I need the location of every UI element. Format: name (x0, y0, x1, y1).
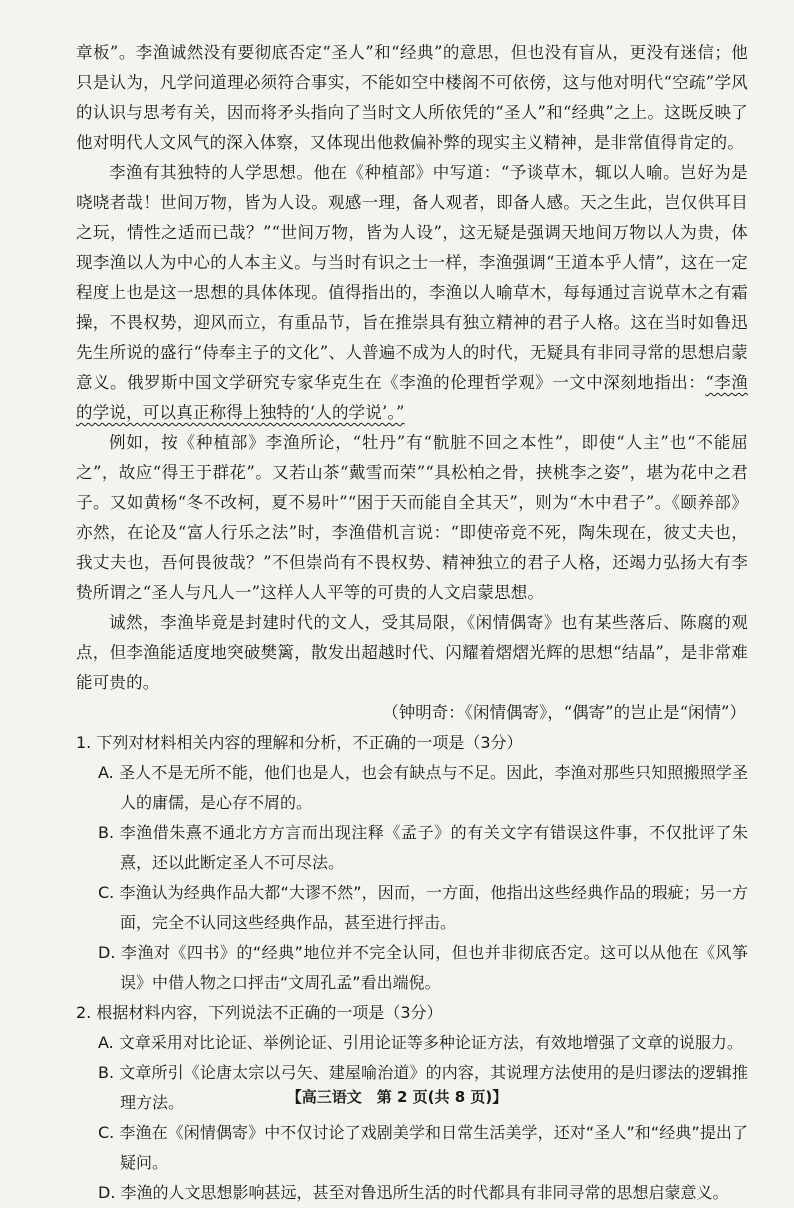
passage-paragraph-1: 章板”。李渔诚然没有要彻底否定“圣人”和“经典”的意思，但也没有盲从，更没有迷信；他只是认为，凡学问道理必须符合事实，不能如空中楼阁不可依傍，这与他对明代“空疏”学风的认识与思考有关，因而将矛头指向了当时文人所依凭的“圣人”和“经典”之上。这既反映了他对明代人文风气的深入体察，又体现出他救偏补弊的现实主义精神，是非常值得肯定的。 (76, 43, 748, 152)
option-c: C. 李渔认为经典作品大都“大谬不然”，因而，一方面，他指出这些经典作品的瑕疵；另一方面，完全不认同这些经典作品，甚至进行抨击。 (98, 883, 748, 932)
option-d: D. 李渔对《四书》的“经典”地位并不完全认同，但也并非彻底否定。这可以从他在《风筝误》中借人物之口抨击“文周孔孟”看出端倪。 (98, 943, 748, 992)
option-b: B. 李渔借朱熹不通北方方言而出现注释《孟子》的有关文字有错误这件事，不仅批评了朱熹，还以此断定圣人不可尽法。 (98, 823, 748, 872)
option-d: D. 李渔的人文思想影响甚远，甚至对鲁迅所生活的时代都具有非同寻常的思想启蒙意义。 (98, 1183, 729, 1202)
underlined-quote: “李渔的学说，可以真正称得上独特的‘人的学说’。” (76, 373, 748, 422)
question-stem: 1. 下列对材料相关内容的理解和分析，不正确的一项是（3分） (76, 733, 523, 752)
paragraph-2-text: 李渔有其独特的人学思想。他在《种植部》中写道：“予谈草木，辄以人喻。岂好为是哓哓者哉！世间万物，皆为人设。观感一理，备人观者，即备人感。天之生此，岂仅供耳目之玩，情性之适而已哉？”“世间万物，皆为人设”，这无疑是强调天地间万物以人为贵，体现李渔以人为中心的人本主义。与当时有识之士一样，李渔强调“王道本乎人情”，这在一定程度上也是这一思想的具体体现。值得指出的，李渔以人喻草木，每每通过言说草木之有霜操，不畏权势，迎风而立，有重品节，旨在推崇具有独立精神的君子人格。这在当时如鲁迅先生所说的盛行“侍奉主子的文化”、人普遍不成为人的时代，无疑具有非同寻常的思想启蒙意义。俄罗斯中国文学研究专家华克生在《李渔的伦理哲学观》一文中深刻地指出： (76, 163, 748, 392)
question-1 (76, 728, 748, 998)
option-a: A. 文章采用对比论证、举例论证、引用论证等多种论证方法，有效地增强了文章的说服力。 (98, 1033, 743, 1052)
passage-source: （钟明奇：《闲情偶寄》，“偶寄”的岂止是“闲情”） (382, 703, 746, 722)
option-b: B. 文章所引《论唐太宗以弓矢、建屋喻治道》的内容，其说理方法使用的是归谬法的逻辑推理方法。 (98, 1063, 748, 1112)
passage-paragraph-3: 例如，按《种植部》李渔所论，“牡丹”有“骯脏不回之本性”，即使“人主”也“不能屈之”，故应“得王于群花”。又若山茶“戴雪而荣”“具松柏之骨，挟桃李之姿”，堪为花中之君子。又如黄杨“冬不改柯，夏不易叶”“困于天而能自全其天”，则为“木中君子”。《颐养部》亦然，在论及“富人行乐之法”时，李渔借机言说：“即使帝竞不死，陶朱现在，彼丈夫也，我丈夫也，吾何畏彼哉？”不但崇尚有不畏权势、精神独立的君子人格，还竭力弘扬大有李贽所谓之“圣人与凡人一”这样人人平等的可贵的人文启蒙思想。 (76, 433, 748, 602)
option-a: A. 圣人不是无所不能，他们也是人，也会有缺点与不足。因此，李渔对那些只知照搬照学圣人的庸儒，是心存不屑的。 (98, 763, 748, 812)
passage-paragraph-2 (76, 158, 748, 428)
page-footer: 【高三语文 第 2 页(共 8 页)】 (286, 1088, 508, 1106)
option-c: C. 李渔在《闲情偶寄》中不仅讨论了戏剧美学和日常生活美学，还对“圣人”和“经典”提出了疑问。 (98, 1123, 748, 1172)
passage-paragraph-4: 诚然，李渔毕竟是封建时代的文人，受其局限，《闲情偶寄》也有某些落后、陈腐的观点，但李渔能适度地突破樊篱，散发出超越时代、闪耀着熠熠光辉的思想“结晶”，是非常难能可贵的。 (76, 613, 748, 692)
question-stem: 2. 根据材料内容，下列说法不正确的一项是（3分） (76, 1003, 443, 1022)
